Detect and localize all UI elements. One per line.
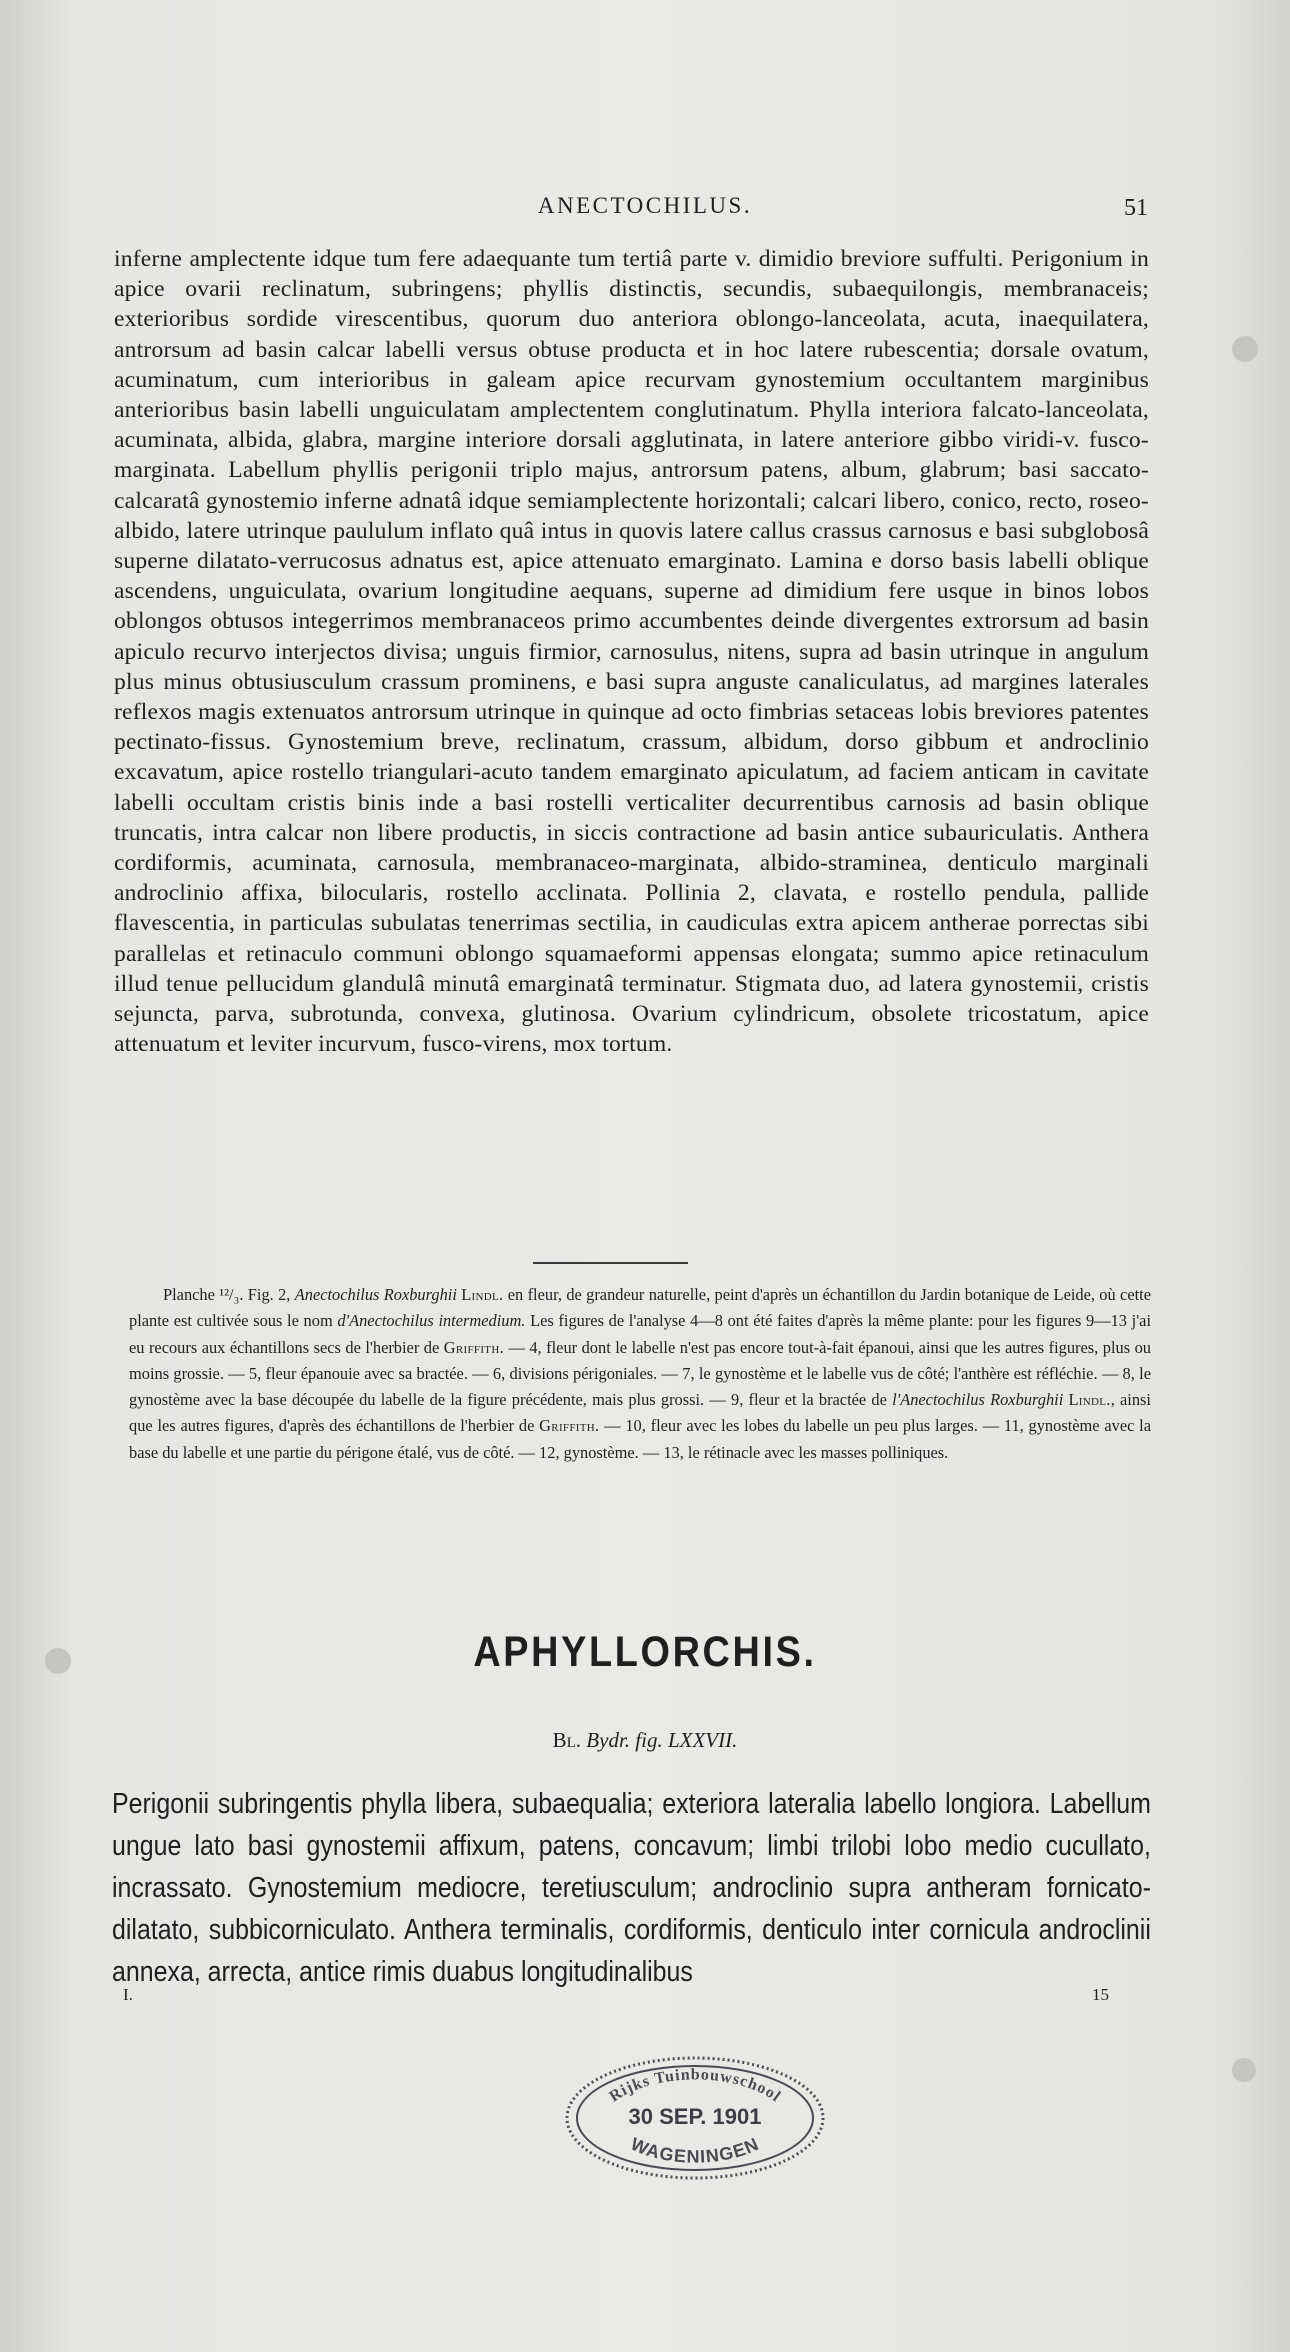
page-blemish xyxy=(45,1648,71,1674)
caption-text: , ainsi que les autres figures, d'après des échantillons de l'herbier de xyxy=(129,1390,1151,1436)
plate-reference: ¹²/₃. xyxy=(219,1285,244,1304)
reference-work: Bydr. fig. LXXVII. xyxy=(581,1728,738,1752)
herbarium-name: Griffith. xyxy=(539,1416,600,1436)
running-title: ANECTOCHILUS. xyxy=(537,193,753,218)
species-name: Anectochilus Roxburghii xyxy=(294,1285,457,1304)
caption-text: — 10, fleur avec les lobes du labelle un peu plus larges. — 11, gynostème avec la base du labelle et une partie du périgone étalé, vus de côté. — 12, gynostème. — 13, le rétinacle avec les masses polliniques. xyxy=(129,1416,1151,1462)
caption-text: — 4, fleur dont le labelle n'est pas encore tout-à-fait épanoui, ainsi que les autres figures, plus ou moins grossie. — 5, fleur épanouie avec sa bractée. — 6, divisions périgoniales. — 7, le gynostème et le labelle vus de côté; l'anthère est réfléchie. — 8, le gynostème avec la base découpée du labelle de la figure précédente, mais plus grossi. — 9, fleur et la bractée de xyxy=(129,1337,1151,1410)
sheet-number: 15 xyxy=(1092,1985,1109,2004)
reference-author: Bl. xyxy=(552,1728,582,1752)
genus-description: Perigonii subringentis phylla libera, subaequalia; exteriora lateralia labello longiora. Labellum ungue lato basi gynostemii affixum, patens, concavum; limbi trilobi lobo medio cucullato, incrassato. Gynostemium mediocre, teretiusculum; androclinio supra antheram fornicato-dilatato, subbicorniculato. Anthera terminalis, cordiformis, denticulo inter cornicula androclinii annexa, arrecta, antice rimis duabus longitudinalibus xyxy=(112,1788,1151,1988)
herbarium-name: Griffith. xyxy=(443,1337,504,1357)
caption-text: Les figures de l'analyse 4—8 ont été faites d'après la même plante: pour les figures 9—13 j'ai eu recours aux échantillons secs de l'herbier de xyxy=(129,1311,1152,1357)
stamp-arc-top: Rijks Tuinbouwschool xyxy=(606,2066,785,2106)
genus-reference xyxy=(0,1728,1290,1753)
caption-text: en fleur, de grandeur naturelle, peint d'après un échantillon du Jardin botanique de Leide, où cette plante est cultivée sous le nom xyxy=(129,1285,1151,1331)
plate-caption xyxy=(129,1282,1151,1466)
synonym-name: d'Anectochilus intermedium. xyxy=(337,1311,526,1331)
stamp-date: 30 SEP. 1901 xyxy=(628,2104,762,2129)
stamp-arc-bottom: WAGENINGEN xyxy=(627,2133,763,2167)
section-divider xyxy=(533,1262,688,1264)
page-blemish xyxy=(1232,336,1258,362)
species-description: inferne amplectente idque tum fere adaequante tum tertiâ parte v. dimidio breviore suffulti. Perigonium in apice ovarii reclinatum, subringens; phyllis distinctis, secundis, subaequilongis, membranaceis; exterioribus sordide virescentibus, quorum duo anteriora oblongo-lanceolata, acuta, inaequilatera, antrorsum ad basin calcar labelli versus obtuse producta et in hoc latere rubescentia; dorsale ovatum, acuminatum, cum interioribus in galeam apice recurvam gynostemium occultantem marginibus anterioribus basin labelli unguiculatam amplectentem conglutinatum. Phylla interiora falcato-lanceolata, acuminata, albida, glabra, margine interiore dorsali agglutinata, in latere anteriore gibbo viridi-v. fusco-marginata. Labellum phyllis perigonii triplo majus, antrorsum patens, album, glabrum; basi saccato-calcaratâ gynostemio inferne adnatâ idque semiamplectente horizontali; calcari libero, conico, recto, roseo-albido, latere utrinque paululum inflato quâ intus in quovis latere callus crassus carnosus e basi subglobosâ superne dilatato-verrucosus adnatus est, apice attenuato emarginato. Lamina e dorso basis labelli oblique ascendens, unguiculata, ovarium longitudine aequans, superne ad dimidium fere usque in binos lobos oblongos obtusos integerrimos membranaceos primo accumbentes deinde divergentes extrorsum ad basin apiculo recurvo interjectos divisa; unguis firmior, carnosulus, nitens, supra ad basin utrinque in angulum plus minus obtusiusculum crassum prominens, e basi supra anguste canaliculatus, ad margines laterales reflexos magis extenuatos antrorsum utrinque in quinque ad octo fimbrias setaceas lobis breviores patentes pectinato-fissus. Gynostemium breve, reclinatum, crassum, albidum, dorso gibbum et androclinio excavatum, apice rostello triangulari-acuto tandem emarginato apiculatum, ad faciem anticam in cavitate labelli occultam cristis binis inde a basi rostelli verticaliter decurrentibus carnosis ad basin oblique truncatis, intra calcar non libere productis, in siccis contractione ad basin antice subauriculatis. Anthera cordiformis, acuminata, carnosula, membranaceo-marginata, albido-straminea, denticulo marginali androclinio affixa, bilocularis, rostello acclinata. Pollinia 2, clavata, e rostello pendula, pallide flavescentia, in particulas subulatas tenerrimas sectilia, in caudiculas extra apicem antherae porrectas sibi parallelas et retinaculo communi oblongo squamaeformi appensas elongata; summo apice retinaculum illud tenue pellucidum glandulâ minutâ emarginatâ terminatur. Stigmata duo, ad latera gynostemii, cristis sejuncta, parva, subrotunda, convexa, glutinosa. Ovarium cylindricum, obsolete tricostatum, apice attenuatum et leviter incurvum, fusco-virens, mox tortum. xyxy=(114,246,1149,1058)
species-name: l'Anectochilus Roxburghii xyxy=(892,1390,1064,1410)
genus-heading: APHYLLORCHIS. xyxy=(473,1628,817,1676)
caption-text: Planche xyxy=(163,1285,220,1304)
library-stamp xyxy=(560,2050,830,2180)
page-blemish xyxy=(1232,2058,1256,2082)
signature-mark: I. xyxy=(123,1985,133,2004)
caption-text: Fig. 2, xyxy=(243,1285,295,1304)
running-head xyxy=(0,193,1290,225)
author-name: Lindl. xyxy=(461,1285,504,1304)
page-number: 51 xyxy=(1124,195,1148,221)
author-name: Lindl. xyxy=(1068,1390,1111,1410)
